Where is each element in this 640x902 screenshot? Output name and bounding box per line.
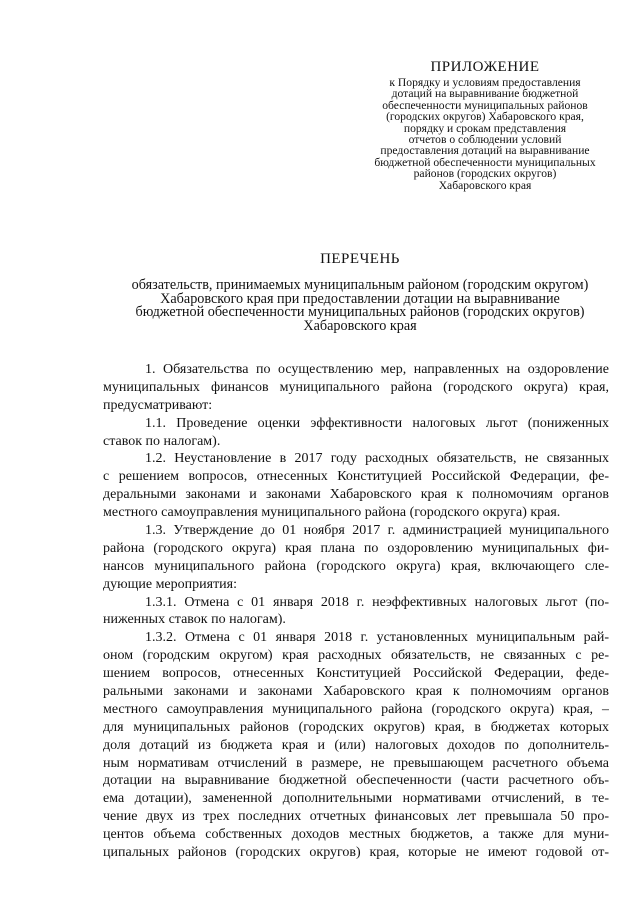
body-line: предусматривают:	[103, 397, 213, 413]
document-body	[103, 361, 609, 862]
body-line: района (городского округа) края плана по оздоровлению муниципальных фи-	[103, 540, 609, 556]
appendix-line: к Порядку и условиям предоставления	[389, 76, 581, 89]
document-subtitle-line: обязательств, принимаемых муниципальным районом (городским округом)	[131, 277, 589, 293]
appendix-line: обеспеченности муниципальных районов	[382, 98, 588, 112]
appendix-line: бюджетной обеспеченности муниципальных	[374, 155, 596, 169]
document-subtitle-line: Хабаровского края при предоставлении дотации на выравнивание	[160, 290, 560, 307]
body-line: 1.2. Неустановление в 2017 году расходных обязательств, не связанных	[145, 451, 609, 467]
body-line: чение двух из трех последних отчетных финансовых лет превышала 50 про-	[103, 809, 609, 825]
body-line: для муниципальных районов (городских округов) края, в бюджетах которых	[103, 719, 609, 735]
appendix-lines	[350, 77, 620, 191]
appendix-line: отчетов о соблюдении условий	[408, 133, 562, 147]
body-line: ципальных районов (городских округов) края, которые не имеют годовой от-	[103, 845, 609, 861]
appendix-header	[350, 58, 620, 191]
body-line: местного самоуправления муниципального района (городского округа) края.	[103, 505, 561, 521]
body-line: муниципальных финансов муниципального района (городского округа) края,	[103, 379, 609, 395]
body-line: дующие мероприятия:	[103, 576, 238, 592]
body-line: ным нормативам отчислений в размере, не превышающем расчетного объема	[103, 755, 609, 771]
document-subtitle-line: Хабаровского края	[303, 317, 417, 334]
body-line: деральными законами и законами Хабаровского края к полномочиям органов	[103, 487, 609, 503]
appendix-line: районов (городских округов)	[413, 167, 557, 181]
body-line: оном (городским округом) края расходных обязательств, не связанных с ре-	[103, 648, 609, 664]
appendix-line: Хабаровского края	[438, 178, 532, 192]
document-subtitle-line: бюджетной обеспеченности муниципальных районов (городских округов)	[135, 304, 585, 321]
body-line: 1. Обязательства по осуществлению мер, направленных на оздоровление	[145, 362, 609, 377]
body-line: ставок по налогам).	[103, 433, 221, 449]
appendix-title: ПРИЛОЖЕНИЕ	[430, 59, 540, 75]
body-line: 1.3.1. Отмена с 01 января 2018 г. неэффективных налоговых льгот (по-	[145, 594, 609, 610]
body-line: с решением вопросов, отнесенных Конституцией Российской Федерации, фе-	[103, 469, 609, 485]
body-line: доля дотаций из бюджета края и (или) налоговых доходов по дополнитель-	[103, 737, 609, 753]
appendix-line: порядку и срокам представления	[403, 121, 567, 135]
body-line: местного самоуправления муниципального района (городского округа) края, –	[103, 701, 609, 717]
body-line: ниженных ставок по налогам).	[103, 612, 286, 628]
appendix-line: предоставления дотаций на выравнивание	[380, 144, 590, 158]
body-line: ема дотации), замененной дополнительными нормативами отчислений, в те-	[103, 791, 609, 807]
body-line: дотации на выравнивание бюджетной обеспеченности (части расчетного объ-	[103, 773, 609, 789]
document-title: ПЕРЕЧЕНЬ	[320, 251, 400, 267]
body-line: 1.1. Проведение оценки эффективности налоговых льгот (пониженных	[145, 415, 609, 431]
body-line: центов объема собственных доходов местных бюджетов, а также для муни-	[103, 827, 609, 843]
body-line: 1.3.2. Отмена с 01 января 2018 г. установленных муниципальным рай-	[145, 630, 609, 646]
document-title-block	[95, 250, 625, 333]
appendix-line: (городских округов) Хабаровского края,	[386, 110, 584, 124]
body-line: шением вопросов, отнесенных Конституцией Российской Федерации, феде-	[103, 666, 609, 682]
body-line: 1.3. Утверждение до 01 ноября 2017 г. администрацией муниципального	[145, 523, 609, 539]
body-line: нансов муниципального района (городского округа) края, включающего сле-	[103, 558, 609, 574]
body-line: ральными законами и законами Хабаровского края к полномочиям органов	[103, 684, 609, 700]
appendix-line: дотаций на выравнивание бюджетной	[391, 87, 579, 101]
